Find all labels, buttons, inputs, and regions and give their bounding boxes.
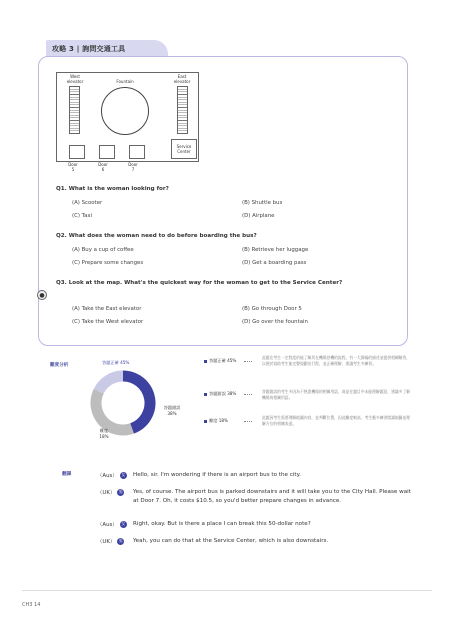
transcript-line-1: Hello, sir. I'm wondering if there is an airport bus to the city. xyxy=(133,472,301,478)
speaker-3 xyxy=(97,520,127,528)
q1-option-b[interactable]: (B) Shuttle bus xyxy=(242,200,283,206)
donut-slice-1 xyxy=(123,376,150,428)
page-number: CH3 14 xyxy=(22,602,41,608)
analysis-item-desc: 答題錯誤的考生多因為不熟悉機場的相關用語，或是在題目中未能理解題意，建議多了解機場的相關用語。 xyxy=(262,389,411,400)
analysis-item-desc: 此題在考生一定程度的能了解其在機場登機的流程，有一大篇幅的描述並提供相關解答，以便於協助考生能完整規劃出行程，並正確理解，建議考生多練習。 xyxy=(262,355,411,366)
door-6-box xyxy=(99,145,115,159)
speaker-badge-icon: 女 xyxy=(121,472,126,477)
question-number: Q2. xyxy=(56,233,67,239)
floor-map xyxy=(56,72,199,162)
q1-option-a[interactable]: (A) Scooter xyxy=(72,200,103,206)
section-title: 攻略 3 | 詢問交通工具 xyxy=(52,44,126,53)
speaker-2 xyxy=(97,488,124,496)
speaker-accent: （UK） xyxy=(97,539,116,545)
dotted-connector xyxy=(244,394,252,395)
donut-slice-3 xyxy=(99,376,123,391)
q3-option-c[interactable]: (C) Take the West elevator xyxy=(72,319,144,325)
analysis-item-desc: 此題因考生需要理解地圖內容，並判斷位置，因此難度較高，考生應多練習閱讀地圖並理解方位的相關表達。 xyxy=(262,415,411,426)
q1-option-d[interactable]: (D) Airplane xyxy=(242,213,275,219)
question-2 xyxy=(56,232,257,240)
dotted-connector xyxy=(244,361,252,362)
fountain-label: Fountain xyxy=(116,79,134,84)
speaker-accent: （UK） xyxy=(97,490,116,496)
service-center-box xyxy=(171,139,197,159)
q2-option-b[interactable]: (B) Retrieve her luggage xyxy=(242,247,309,253)
door-5-box xyxy=(69,145,85,159)
speaker-4 xyxy=(97,537,124,545)
door-6-label: Door 6 xyxy=(98,162,108,172)
footer-divider xyxy=(22,590,432,591)
question-text: What is the woman looking for? xyxy=(68,186,169,192)
analysis-item-3 xyxy=(204,418,228,424)
chart-label-wrong: 答題錯誤 38% xyxy=(163,405,181,416)
west-escalator-icon xyxy=(69,86,80,134)
transcript-line-4: Yeah, you can do that at the Service Center, which is also downstairs. xyxy=(133,538,329,544)
analysis-item-label: 答題正確 45% xyxy=(209,358,237,363)
analysis-item-label: 答題錯誤 38% xyxy=(209,391,237,396)
q1-option-c[interactable]: (C) Taxi xyxy=(72,213,93,219)
speaker-accent: （Aus） xyxy=(97,473,118,479)
chart-label-difficulty: 難度 18% xyxy=(99,428,109,439)
analysis-item-1 xyxy=(204,358,236,364)
section-header xyxy=(46,40,168,57)
speaker-1 xyxy=(97,471,127,479)
transcript-line-2: Yes, of course. The airport bus is parked downstairs and it will take you to the City Hall. Please wait at Door 7. Oh, it costs $10.5, so you'd better prepare changes in advance. xyxy=(133,489,411,504)
q3-option-b[interactable]: (B) Go through Door 5 xyxy=(242,306,302,312)
dotted-connector xyxy=(244,421,252,422)
service-center-label: Service Center xyxy=(176,144,192,154)
analysis-label: 難度分析 xyxy=(50,363,69,368)
bullet-icon xyxy=(204,420,207,423)
bullet-icon xyxy=(204,360,207,363)
speaker-accent: （Aus） xyxy=(97,522,118,528)
east-elevator-label: East elevator xyxy=(173,74,191,84)
speaker-badge-icon: 男 xyxy=(118,489,123,494)
q2-option-c[interactable]: (C) Prepare some changes xyxy=(72,260,144,266)
q2-option-a[interactable]: (A) Buy a cup of coffee xyxy=(72,247,134,253)
fountain-icon xyxy=(101,87,149,135)
transcript-line-3: Right, okay. But is there a place I can break this 50-dollar note? xyxy=(133,521,311,527)
analysis-item-label: 難度 18% xyxy=(209,418,229,423)
question-text: Look at the map. What's the quickest way for the woman to get to the Service Center? xyxy=(68,280,343,286)
q3-option-a[interactable]: (A) Take the East elevator xyxy=(72,306,142,312)
door-5-label: Door 5 xyxy=(68,162,78,172)
east-escalator-icon xyxy=(177,86,188,134)
question-number: Q1. xyxy=(56,186,67,192)
q3-option-d[interactable]: (D) Go over the fountain xyxy=(242,319,308,325)
door-7-label: Door 7 xyxy=(128,162,138,172)
speaker-badge-icon: 女 xyxy=(121,521,126,526)
speaker-badge-icon: 男 xyxy=(118,538,123,543)
q2-option-d[interactable]: (D) Get a boarding pass xyxy=(242,260,307,266)
question-1 xyxy=(56,185,169,193)
door-7-box xyxy=(129,145,145,159)
transcript-label: 翻譯 xyxy=(62,472,72,477)
analysis-item-2 xyxy=(204,391,236,397)
lightbulb-icon: ● xyxy=(37,290,47,300)
bullet-icon xyxy=(204,393,207,396)
chart-label-correct: 答題正確 45% xyxy=(102,360,130,365)
donut-slice-2 xyxy=(96,391,132,430)
question-text: What does the woman need to do before boarding the bus? xyxy=(68,233,257,239)
question-number: Q3. xyxy=(56,280,67,286)
west-elevator-label: West elevator xyxy=(66,74,84,84)
question-3 xyxy=(56,279,386,287)
